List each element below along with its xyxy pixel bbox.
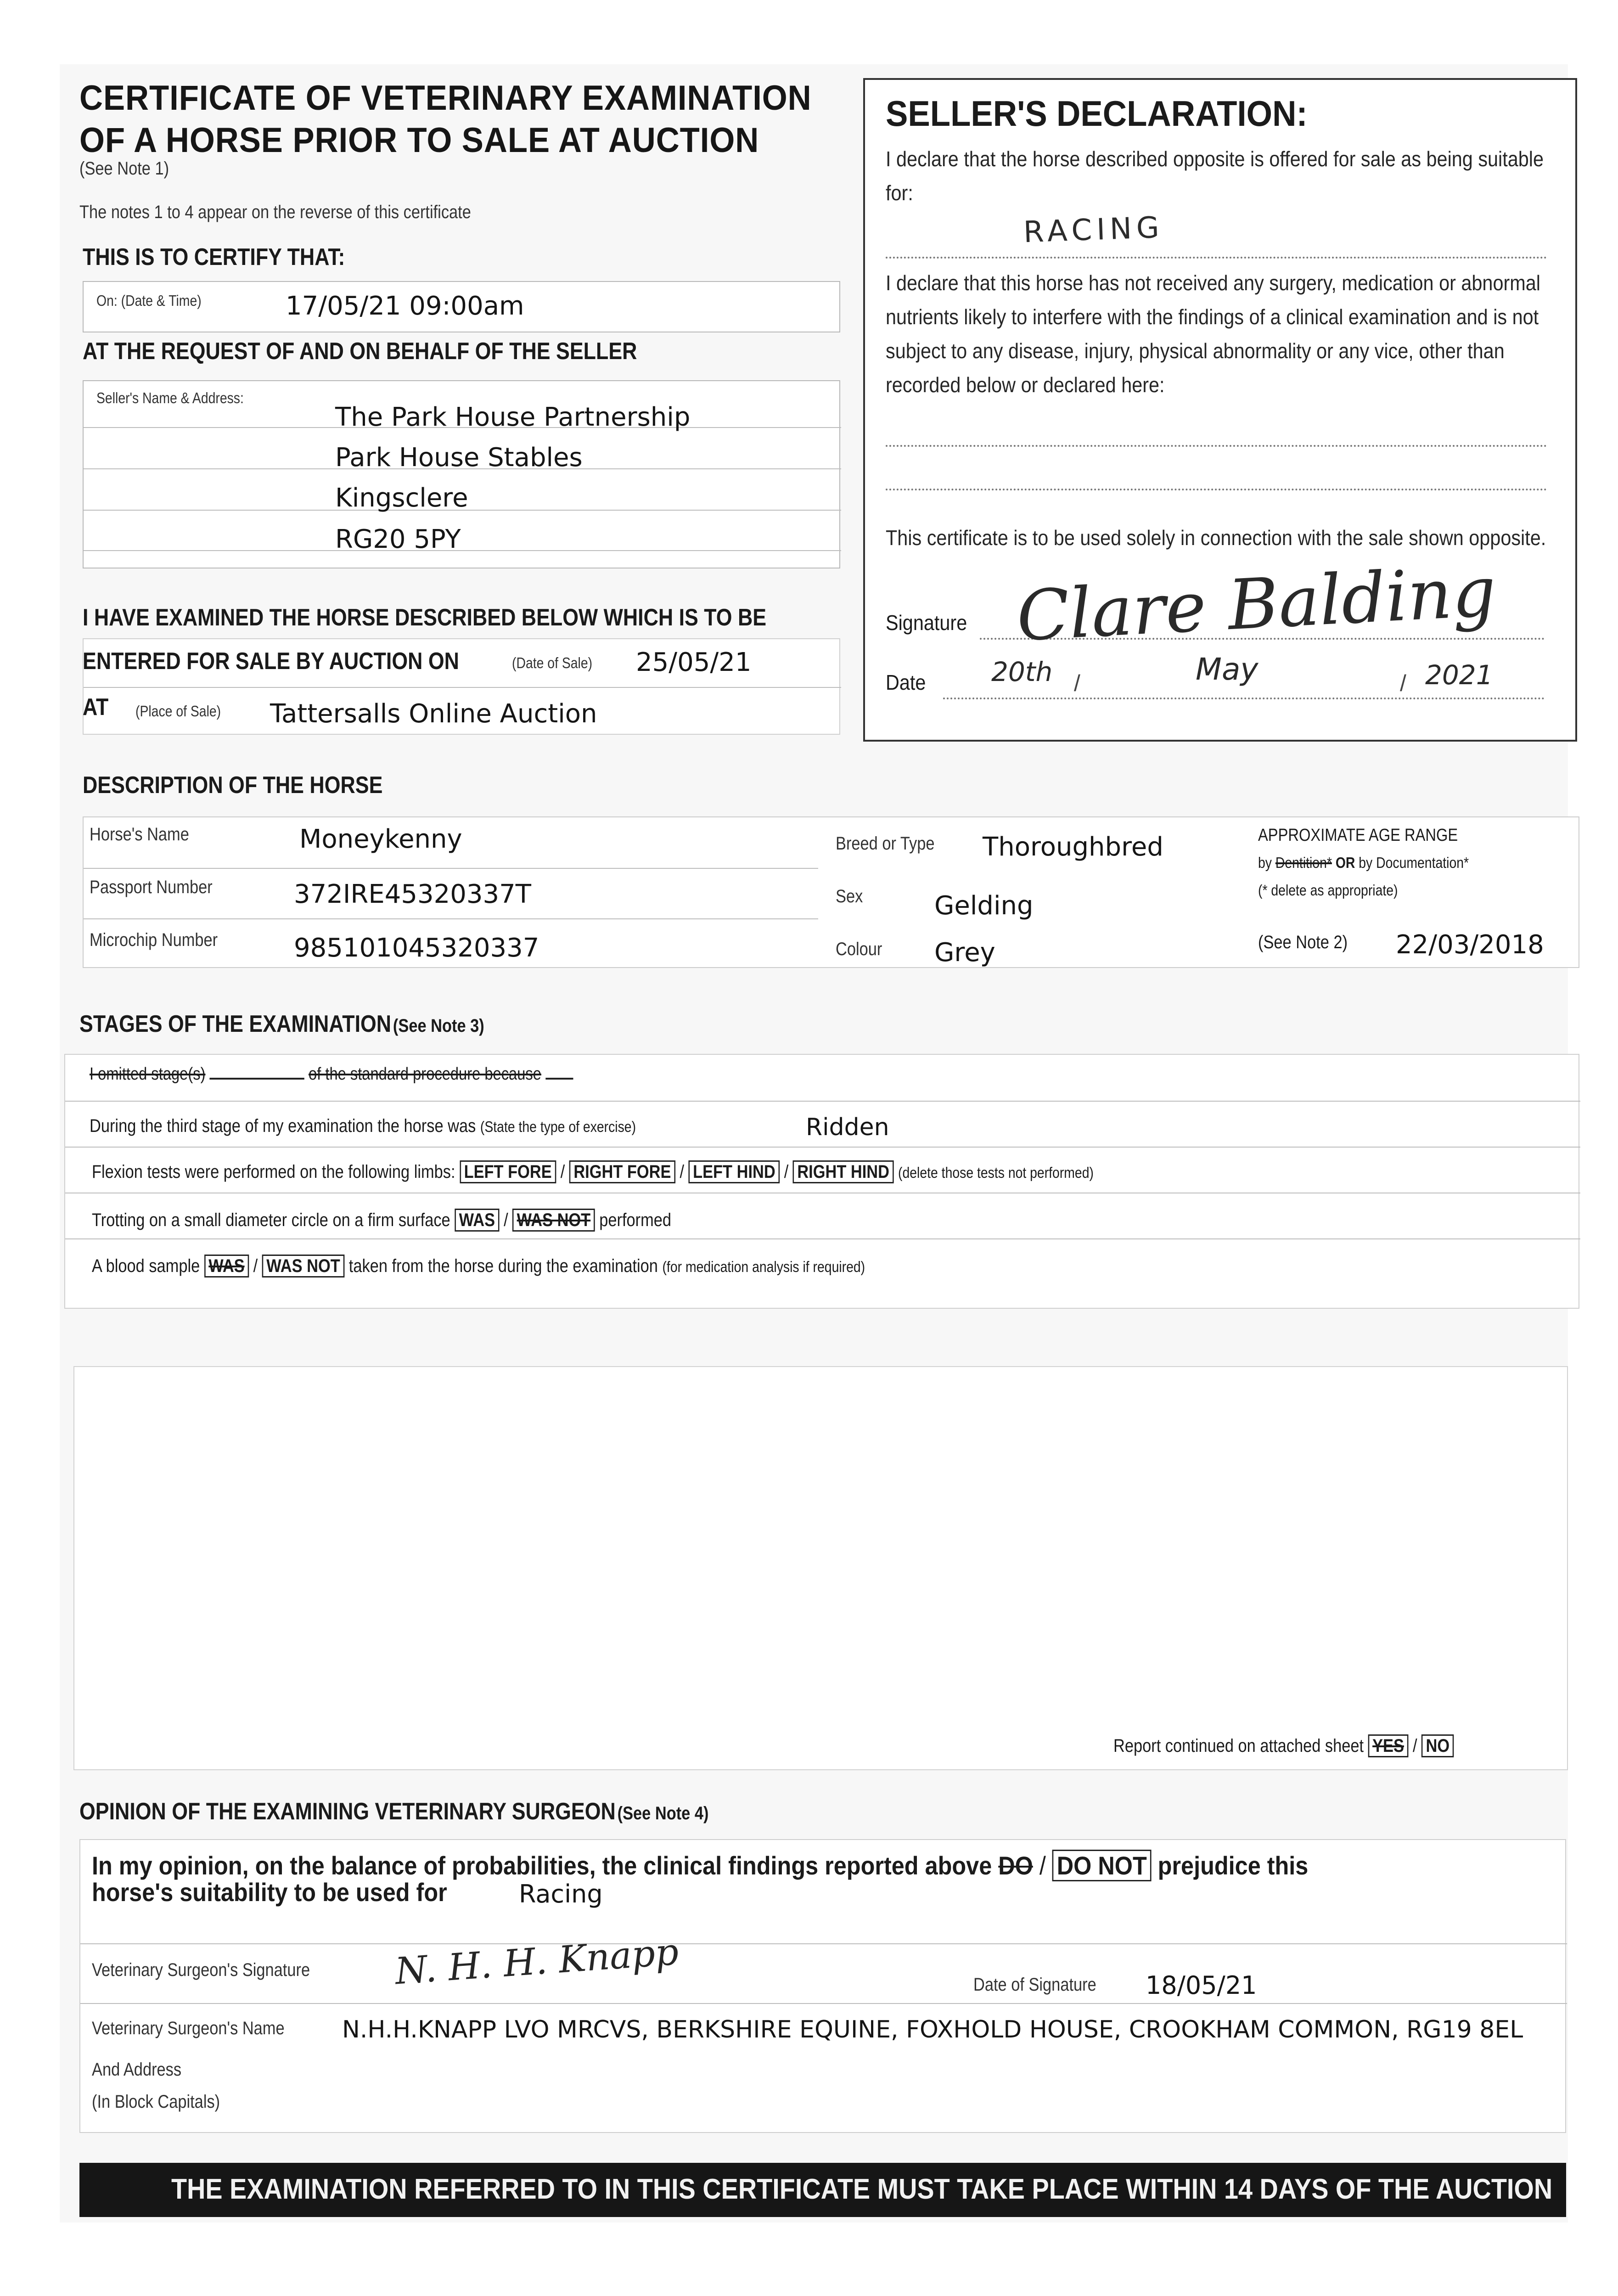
block-capitals-label: (In Block Capitals) <box>92 2092 220 2112</box>
seller-declaration-box <box>863 78 1577 742</box>
exam-date-label: On: (Date & Time) <box>96 292 202 309</box>
and-address-label: And Address <box>92 2060 182 2080</box>
third-stage-value[interactable]: Ridden <box>806 1114 889 1141</box>
certificate-title-line-1: CERTIFICATE OF VETERINARY EXAMINATION <box>79 79 812 118</box>
declaration-date-year[interactable]: 2021 <box>1425 659 1493 691</box>
flexion-right-fore[interactable]: RIGHT FORE <box>569 1160 675 1183</box>
age-range-heading: APPROXIMATE AGE RANGE <box>1258 826 1458 845</box>
suitable-for-value[interactable]: RACING <box>1022 210 1164 250</box>
passport-number-label: Passport Number <box>90 877 213 897</box>
opinion-do-option[interactable]: DO <box>998 1851 1033 1880</box>
third-stage-text: During the third stage of my examination the horse was <box>90 1116 476 1136</box>
declaration-date-label: Date <box>886 670 926 694</box>
horse-description-heading: DESCRIPTION OF THE HORSE <box>83 772 383 799</box>
separator: / <box>504 1210 508 1230</box>
declaration-date-month[interactable]: May <box>1196 652 1258 687</box>
vet-signature-label: Veterinary Surgeon's Signature <box>92 1960 310 1980</box>
trot-was-not-option[interactable]: WAS NOT <box>512 1209 595 1232</box>
age-dentition-option[interactable]: Dentition* <box>1275 854 1332 871</box>
horse-name-label: Horse's Name <box>90 824 189 844</box>
opinion-prejudice-text: prejudice this <box>1157 1851 1309 1880</box>
blood-was-option[interactable]: WAS <box>204 1255 249 1277</box>
declaration-usage-text: This certificate is to be used solely in connection with the sale shown opposite. <box>886 526 1546 550</box>
certify-heading: THIS IS TO CERTIFY THAT: <box>83 244 345 270</box>
seller-address-line[interactable]: Kingsclere <box>335 483 468 513</box>
microchip-number-label: Microchip Number <box>90 930 218 950</box>
omitted-reason-text: of the standard procedure because <box>309 1064 541 1084</box>
vet-name-label: Veterinary Surgeon's Name <box>92 2018 285 2038</box>
flexion-hint: (delete those tests not performed) <box>898 1164 1094 1181</box>
flexion-right-hind[interactable]: RIGHT HIND <box>793 1160 894 1183</box>
opinion-statement-line-2: horse's suitability to be used for <box>92 1878 447 1907</box>
opinion-statement-line-1 <box>92 1851 1308 1880</box>
separator: / <box>784 1162 789 1182</box>
stages-see-note: (See Note 3) <box>393 1016 484 1036</box>
date-separator: / <box>1400 670 1406 696</box>
sex-value[interactable]: Gelding <box>934 891 1034 921</box>
seller-address-box <box>83 380 840 568</box>
declaration-date-day[interactable]: 20th <box>991 656 1053 687</box>
separator: / <box>253 1256 258 1276</box>
age-documentation-option[interactable]: by Documentation* <box>1359 854 1469 871</box>
date-of-signature-value[interactable]: 18/05/21 <box>1146 1971 1257 2000</box>
seller-address-line[interactable]: RG20 5PY <box>335 524 461 554</box>
report-no-option[interactable]: NO <box>1421 1734 1454 1757</box>
fourteen-day-banner <box>79 2163 1566 2217</box>
omitted-stages-text: I omitted stage(s) <box>90 1064 206 1084</box>
seller-heading: AT THE REQUEST OF AND ON BEHALF OF THE SELLER <box>83 338 637 365</box>
exam-date-value[interactable]: 17/05/21 09:00am <box>286 291 524 321</box>
flexion-text: Flexion tests were performed on the following limbs: <box>92 1162 455 1182</box>
flexion-left-fore[interactable]: LEFT FORE <box>460 1160 556 1183</box>
exam-date-box <box>83 281 840 332</box>
blood-hint: (for medication analysis if required) <box>662 1258 865 1275</box>
breed-value[interactable]: Thoroughbred <box>983 832 1163 862</box>
trot-performed: performed <box>599 1210 672 1230</box>
report-continued-line <box>1113 1736 1454 1756</box>
sale-date-value[interactable]: 25/05/21 <box>636 647 752 677</box>
microchip-number-value[interactable]: 985101045320337 <box>294 933 539 963</box>
age-delete-note: (* delete as appropriate) <box>1258 882 1398 899</box>
opinion-do-not-option[interactable]: DO NOT <box>1052 1850 1152 1881</box>
clinical-findings-area[interactable] <box>73 1366 1568 1770</box>
passport-number-value[interactable]: 372IRE45320337T <box>294 879 531 909</box>
declaration-signature[interactable]: Clare Balding <box>1015 551 1498 657</box>
date-separator: / <box>1074 670 1080 696</box>
stages-heading: STAGES OF THE EXAMINATION <box>79 1011 392 1037</box>
seller-address-line[interactable]: The Park House Partnership <box>335 402 691 432</box>
age-see-note: (See Note 2) <box>1258 932 1348 952</box>
seller-name-label: Seller's Name & Address: <box>96 389 244 406</box>
horse-name-value[interactable]: Moneykenny <box>299 824 462 854</box>
place-of-sale-label: (Place of Sale) <box>135 703 221 720</box>
vet-name-address-value[interactable]: N.H.H.KNAPP LVO MRCVS, BERKSHIRE EQUINE, FOXHOLD HOUSE, CROOKHAM COMMON, RG19 8EL <box>342 2016 1523 2043</box>
age-by: by <box>1258 854 1272 871</box>
examined-statement: I HAVE EXAMINED THE HORSE DESCRIBED BELOW WHICH IS TO BE <box>83 604 767 631</box>
at-label: AT <box>83 694 109 720</box>
age-value[interactable]: 22/03/2018 <box>1396 930 1544 960</box>
stages-heading-line <box>79 1010 484 1038</box>
declaration-heading: SELLER'S DECLARATION: <box>886 93 1308 134</box>
separator: / <box>1412 1736 1417 1756</box>
breed-label: Breed or Type <box>836 833 935 854</box>
age-or: OR <box>1335 854 1355 871</box>
report-continued-text: Report continued on attached sheet <box>1113 1736 1364 1756</box>
notes-reference: The notes 1 to 4 appear on the reverse of this certificate <box>79 202 471 222</box>
declaration-surgery-text: I declare that this horse has not received any surgery, medication or abnormal nutrients likely to interfere with the findings of a clinical examination and is not subject to any disease, injury, physical abnormality or any vice, other than recorded below or declared here: <box>886 271 1540 397</box>
flexion-left-hind[interactable]: LEFT HIND <box>689 1160 780 1183</box>
trot-was-option[interactable]: WAS <box>455 1209 499 1232</box>
colour-label: Colour <box>836 939 882 959</box>
blood-after-text: taken from the horse during the examination <box>348 1256 658 1276</box>
sex-label: Sex <box>836 886 863 906</box>
third-stage-hint: (State the type of exercise) <box>480 1118 636 1135</box>
separator: / <box>680 1162 685 1182</box>
declaration-suitable-text: I declare that the horse described opposite is offered for sale as being suitable for: <box>886 147 1544 205</box>
trotting-line <box>92 1210 671 1231</box>
trotting-text: Trotting on a small diameter circle on a firm surface <box>92 1210 450 1230</box>
colour-value[interactable]: Grey <box>934 938 995 968</box>
separator: / <box>1039 1851 1046 1880</box>
report-yes-option[interactable]: YES <box>1368 1734 1409 1757</box>
opinion-text: In my opinion, on the balance of probabilities, the clinical findings reported above <box>92 1851 992 1880</box>
opinion-see-note: (See Note 4) <box>617 1803 709 1823</box>
blood-sample-line <box>92 1256 865 1277</box>
opinion-use-value[interactable]: Racing <box>519 1880 603 1908</box>
flexion-line <box>92 1162 1094 1182</box>
third-stage-line <box>90 1116 636 1137</box>
seller-address-line[interactable]: Park House Stables <box>335 443 583 473</box>
age-method-line <box>1258 854 1469 872</box>
separator: / <box>560 1162 565 1182</box>
opinion-heading: OPINION OF THE EXAMINING VETERINARY SURGEON <box>79 1798 616 1825</box>
banner-text: THE EXAMINATION REFERRED TO IN THIS CERTIFICATE MUST TAKE PLACE WITHIN 14 DAYS OF THE AUCTION <box>171 2173 1553 2205</box>
sale-date-label: (Date of Sale) <box>512 654 593 671</box>
entered-for-sale-text: ENTERED FOR SALE BY AUCTION ON <box>83 648 459 675</box>
place-of-sale-value[interactable]: Tattersalls Online Auction <box>270 699 597 729</box>
vet-signature[interactable]: N. H. H. Knapp <box>393 1930 680 1993</box>
declaration-signature-label: Signature <box>886 611 967 635</box>
blood-sample-text: A blood sample <box>92 1256 200 1276</box>
certificate-title-line-2: OF A HORSE PRIOR TO SALE AT AUCTION <box>79 121 759 160</box>
opinion-heading-line <box>79 1798 708 1825</box>
blood-was-not-option[interactable]: WAS NOT <box>262 1255 344 1277</box>
date-of-signature-label: Date of Signature <box>973 1975 1096 1995</box>
see-note-1: (See Note 1) <box>79 158 169 179</box>
omitted-stages-line <box>90 1064 573 1084</box>
